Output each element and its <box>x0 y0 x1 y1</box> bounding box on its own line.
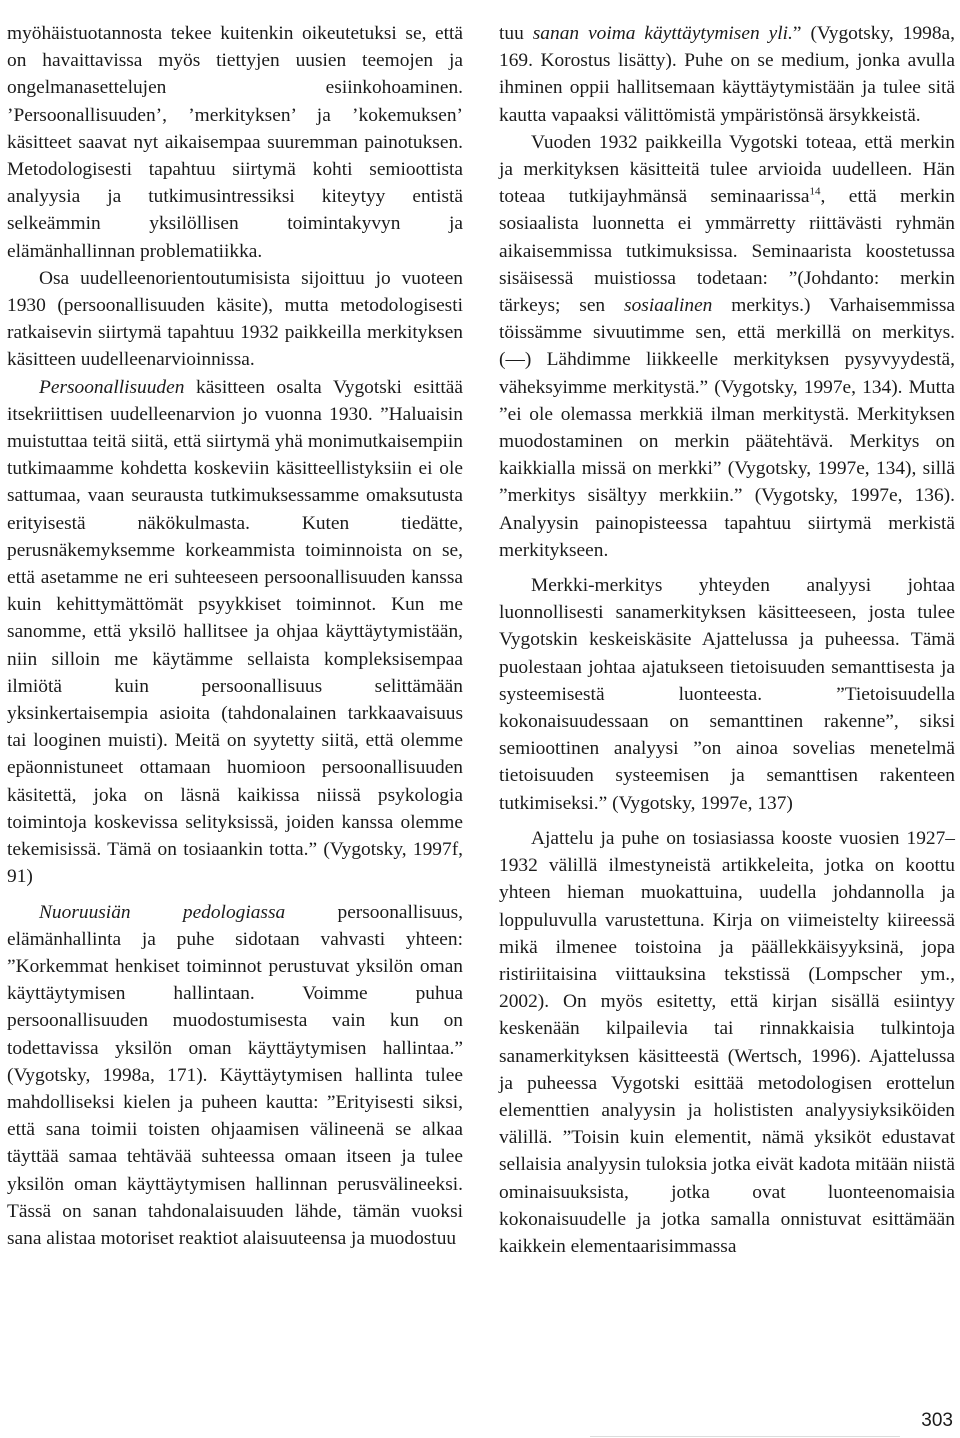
text-run: myöhäistuotannosta tekee kuitenkin oikeutetuksi se, että on havaittavissa myös tiettyjen uusien teemojen ja ongelmanasettelujen esiinkohoaminen. ’Persoonallisuuden’, ’merkityksen’ ja ’kokemuksen’ käsitteet saavat nyt aikaisempaa suuremman painotuksen. Metodologisesti tapahtuu siirtymä kohti semioottista analyysia ja tutkimusintressiksi kiteytyy entistä selkeämmin yksilöllisen toimintakyvyn ja elämänhallinnan problematiikka. <box>7 23 463 262</box>
text-run: tuu <box>499 23 533 44</box>
right-column <box>499 20 955 1260</box>
paragraph <box>7 374 463 891</box>
italic-term: sanan voima käyttäytymisen yli. <box>532 23 793 44</box>
paragraph <box>499 20 955 129</box>
text-run: Merkki-merkitys yhteyden analyysi johtaa luonnollisesti sanamerkityksen käsitteeseen, josta tulee Vygotskin keskeiskäsite Ajattelussa ja puheessa. Tämä puolestaan johtaa ajatukseen tietoisuuden semanttisesta ja systeemisestä luonteesta. ”Tietoisuudella kokonaisuudessaan on semanttinen rakenne”, siksi semioottinen analyysi ”on ainoa sovelias menetelmä tietoisuuden systeemisen ja semanttisen rakenteen tutkimiseksi.” (Vygotsky, 1997e, 137) <box>499 575 955 814</box>
text-run: Ajattelu ja puhe on tosiasiassa kooste vuosien 1927–1932 välillä ilmestyneistä artikkeleita, jotka on koottu yhteen hieman muokattuina, uudella johdannolla ja loppuluvulla varustettuna. Kirja on viimeistelty kiireessä mikä ilmenee toistoina ja päällekkäisyyksinä, jopa ristiriitaisina viittauksina tekstissä (Lompscher ym., 2002). On myös esitetty, että kirjan sisällä esiintyy keskenään kilpailevia tai rinnakkaisia tulkintoja sanamerkityksen käsitteestä (Wertsch, 1996). Ajattelussa ja puheessa Vygotski esittää metodologisen erottelun elementtien analyysin ja holististen analyysiyksiköiden välillä. ”Toisin kuin elementit, nämä yksiköt edustavat sellaisia analyysin tuloksia jotka eivät kadota mitään niistä ominaisuuksista, jotka ovat luonteenomaisia kokonaisuudelle ja jotka samalla onnistuvat esittämään kaikkein elementaarisimmassa <box>499 827 955 1257</box>
paragraph <box>499 825 955 1260</box>
italic-term: Persoonallisuuden <box>39 376 185 398</box>
paragraph <box>7 265 463 374</box>
italic-term: sosiaalinen <box>624 295 713 317</box>
footnote-ref: 14 <box>809 185 821 198</box>
text-run: persoonallisuus, elämänhallinta ja puhe sidotaan vahvasti yhteen: ”Korkemmat henkiset toiminnot perustuvat yksilön oman käyttäytymisen hallintaan. Voimme puhua persoonallisuuden muodostumisesta vain kun on todettavissa yksilön oman käyttäytymisen hallintaa.” (Vygotsky, 1998a, 171). Käyttäytymisen hallinta tulee mahdolliseksi kielen ja puheen kautta: ”Erityisesti siksi, että sana toimii toisten ohjaamisen välineenä se alkaa täyttää samaa tehtävää suhteessa omaan itseen ja tulee yksilön oman käyttäytymisen hallinnan perusvälineeksi. Tässä on sanan tahdonalaisuuden lähde, tämän vuoksi sana alistaa motoriset reaktiot alaisuuteensa ja muodostuu <box>7 901 463 1249</box>
text-run: , että merkin sosiaalista luonnetta ei ymmärretty riittävästi ryhmän aikaisemmissa tutkimuksissa. Seminaarista koostetussa sisäisessä muistiossa todetaan: ”(Johdanto: merkin tärkeys; sen <box>499 186 955 317</box>
paragraph <box>499 129 955 564</box>
text-run: Vuoden 1932 paikkeilla Vygotski toteaa, että merkin ja merkityksen käsitteitä tulee arvioida uudelleen. Hän toteaa tutkijayhmänsä seminaarissa <box>499 131 955 208</box>
footer-rule <box>590 1436 900 1437</box>
text-run: käsitteen osalta Vygotski esittää itsekriittisen uudelleenarvion jo vuonna 1930. ”Haluaisin muistuttaa teitä siitä, että siirtymä yhä monimutkaisempiin tutkimaamme kohdetta koskeviin käsitteellistyksiin ei ole sattumaa, vaan seurausta tutkimuksessamme omaksutusta erityisestä näkökulmasta. Kuten tiedätte, perusnäkemyksemme korkeammista toiminnoista on se, että asetamme ne eri suhteeseen persoonallisuuden kanssa kuin kehittymättömät psyykkiset toiminnot. Kun me sanomme, että yksilö hallitsee ja ohjaa käyttäytymistään, niin silloin me käytämme sellaista kompleksisempaa ilmiötä kuin persoonallisuus selittämään yksinkertaisempia asioita (tahdonalainen tarkkaavaisuus tai looginen muisti). Meitä on syytetty siitä, että olemme epäonnistuneet ottamaan huomioon persoonallisuuden käsitettä, joka on läsnä kaikissa niissä psykologia toimintoja koskevissa selityksissä, joiden kanssa olemme tekemisissä. Tämä on tosiaankin totta.” (Vygotsky, 1997f, 91) <box>7 376 463 888</box>
left-column <box>7 20 463 1252</box>
paragraph <box>7 899 463 1253</box>
italic-term: Nuoruusiän pedologiassa <box>39 901 286 923</box>
text-run: merkitys.) Varhaisemmissa töissämme sivuutimme sen, että merkillä on merkitys. (—) Lähdimme liikkeelle merkityksen pysyvyydestä, väheksyimme merkitystä.” (Vygotsky, 1997e, 134). Mutta ”ei ole olemassa merkkiä ilman merkitystä. Merkityksen muodostaminen on merkin päätehtävä. Merkitys on kaikkialla missä on merkki” (Vygotsky, 1997e, 134), sillä ”merkitys sisältyy merkkiin.” (Vygotsky, 1997e, 136). Analyysin painopisteessa tapahtuu siirtymä merkistä merkitykseen. <box>499 295 955 561</box>
page-number: 303 <box>921 1410 953 1431</box>
paragraph <box>499 572 955 817</box>
paragraph <box>7 20 463 265</box>
text-run: ” (Vygotsky, 1998a, 169. Korostus lisätty). Puhe on se medium, jonka avulla ihminen oppii hallitsemaan käyttäytymistään ja tulee sitä kautta vapaaksi välittömistä ympäristönsä ärsykkeistä. <box>499 23 955 126</box>
text-run: Osa uudelleenorientoutumisista sijoittuu jo vuoteen 1930 (persoonallisuuden käsite), mutta metodologisesti ratkaisevin siirtymä tapahtuu 1932 paikkeilla merkityksen käsitteen uudelleenarvioinnissa. <box>7 267 463 371</box>
